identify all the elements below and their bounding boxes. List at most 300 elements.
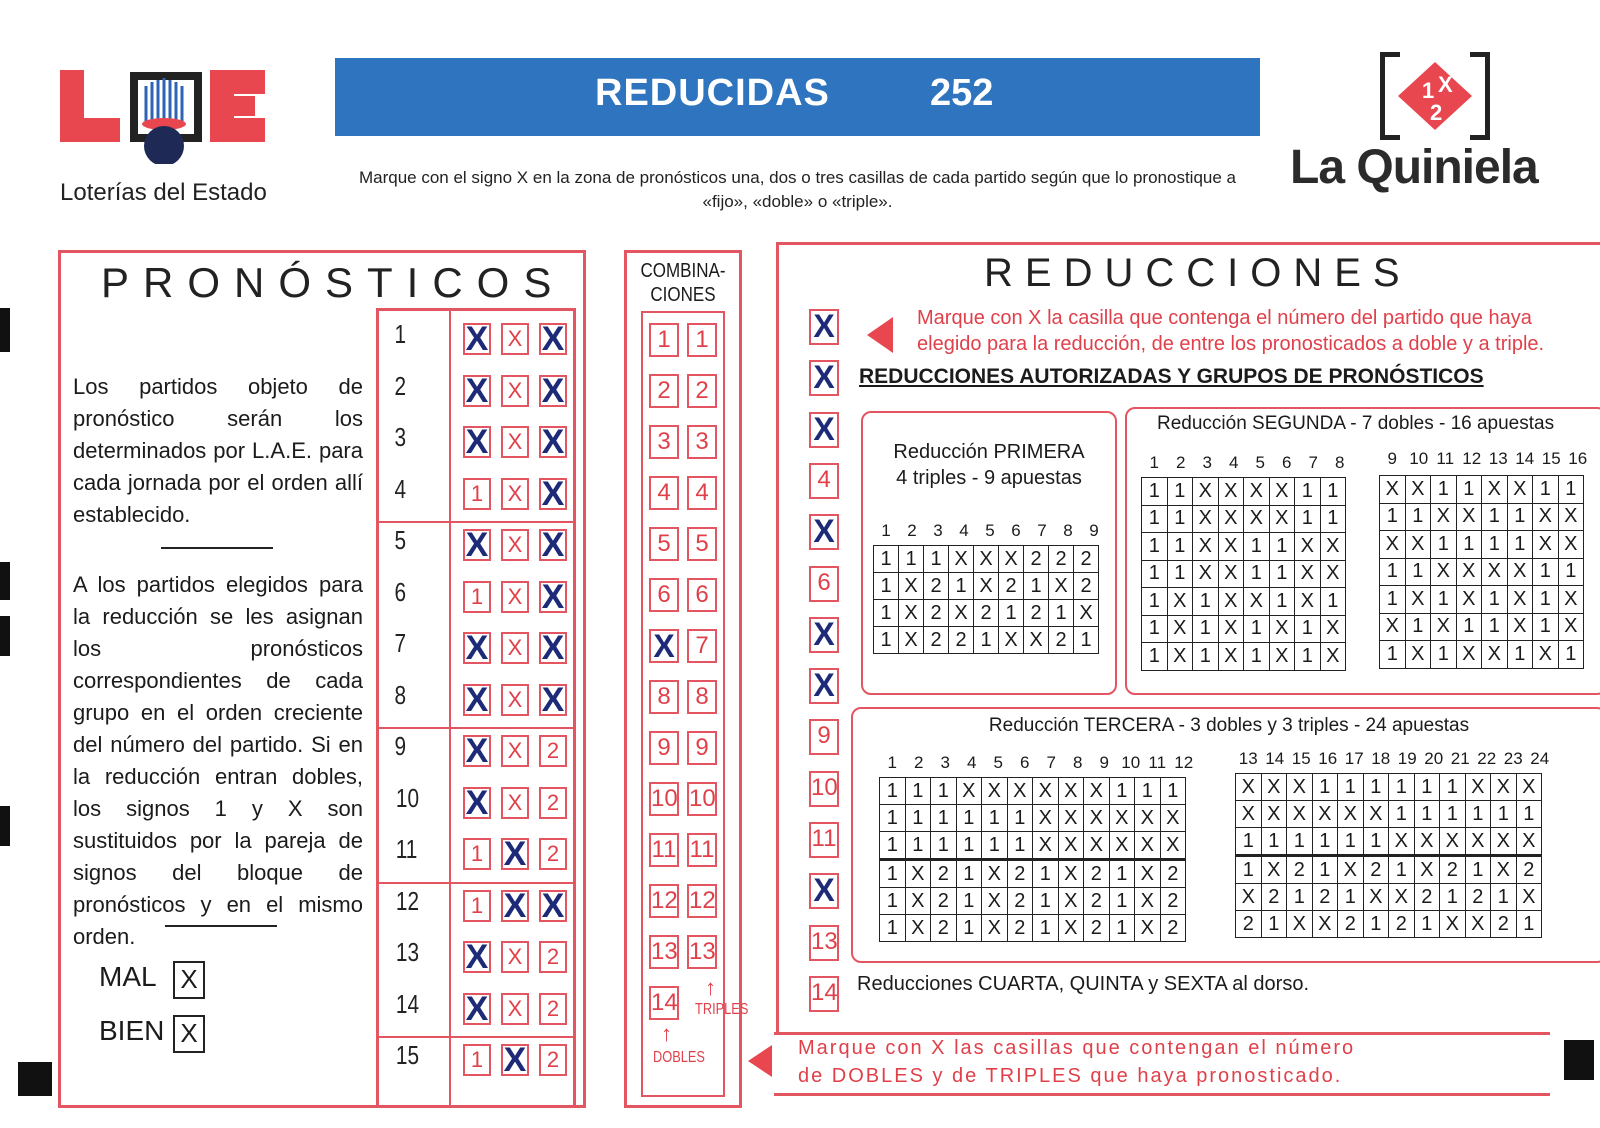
- match-number: 4: [394, 473, 407, 504]
- reduction-cell: 1: [982, 805, 1008, 832]
- reducciones-arrow-icon: [867, 317, 893, 353]
- primera-title-1: Reducción PRIMERA: [893, 441, 1085, 463]
- column-number: 5: [1255, 453, 1265, 472]
- reduction-cell: 1: [1465, 856, 1491, 884]
- quiniela-icon-2: 2: [1430, 100, 1443, 125]
- quiniela-logo-text: La Quiniela: [1290, 141, 1538, 194]
- reduction-cell: X: [1236, 801, 1262, 828]
- reduction-cell: 2: [931, 915, 957, 942]
- column-number: 8: [1063, 521, 1073, 540]
- combo-doubles-box[interactable]: 10: [649, 782, 679, 816]
- reduction-cell: 1: [1193, 643, 1219, 671]
- bottom-arrow-icon: [748, 1045, 772, 1077]
- primera-title: [863, 439, 1115, 491]
- prediction-cell[interactable]: X: [539, 426, 567, 458]
- combo-triples-box[interactable]: 8: [687, 680, 717, 714]
- quiniela-icon-x: X: [1438, 72, 1453, 97]
- reduction-cell: 1: [1533, 613, 1559, 641]
- reduction-cell: 1: [1193, 615, 1219, 643]
- reduction-cell: 1: [1516, 911, 1542, 938]
- combo-doubles-box[interactable]: 12: [649, 884, 679, 918]
- reduction-cell: 1: [949, 573, 974, 600]
- reduction-cell: X: [1533, 641, 1559, 669]
- reduction-cell: X: [905, 888, 931, 915]
- reduction-cell: 1: [880, 860, 906, 888]
- combo-doubles-box[interactable]: 8: [649, 680, 679, 714]
- divider-2: [165, 925, 277, 927]
- reduction-cell: X: [1338, 801, 1364, 828]
- reduction-match-box[interactable]: X: [809, 514, 839, 550]
- prediction-cell[interactable]: X: [463, 787, 491, 819]
- reduction-cell: X: [1431, 613, 1457, 641]
- reduction-cell: 1: [1269, 588, 1295, 616]
- combo-triples-box[interactable]: 7: [687, 629, 717, 663]
- prediction-cell[interactable]: X: [501, 993, 529, 1025]
- reduction-cell: 2: [1363, 856, 1389, 884]
- instructions-line2: «fijo», «doble» o «triple».: [702, 192, 893, 211]
- column-number: 4: [967, 753, 977, 772]
- reduction-cell: X: [1135, 805, 1161, 832]
- reduction-match-box[interactable]: X: [809, 668, 839, 704]
- banner-number: 252: [930, 72, 994, 114]
- group-divider: [379, 882, 573, 884]
- reduction-row: [880, 888, 1186, 915]
- reduction-cell: 1: [1456, 476, 1482, 504]
- column-number: 3: [940, 753, 950, 772]
- reduction-cell: X: [999, 546, 1024, 573]
- reduction-row: [1380, 586, 1584, 614]
- reduction-cell: 1: [1142, 533, 1168, 561]
- reduction-match-box[interactable]: X: [809, 360, 839, 396]
- reduction-cell: 1: [1491, 884, 1517, 911]
- reduction-row: [1142, 560, 1346, 588]
- combo-triples-box[interactable]: 9: [687, 731, 717, 765]
- reduction-cell: X: [1074, 600, 1099, 627]
- group-divider: [379, 727, 573, 729]
- reduction-cell: 1: [1465, 801, 1491, 828]
- combo-doubles-box[interactable]: 9: [649, 731, 679, 765]
- reduction-match-box[interactable]: X: [809, 309, 839, 345]
- reduction-cell: X: [1414, 828, 1440, 856]
- reduction-cell: X: [1135, 860, 1161, 888]
- segunda-table-a: [1141, 477, 1346, 671]
- timing-mark: [0, 806, 10, 846]
- prediction-grid: [376, 308, 576, 1108]
- reduction-cell: 1: [924, 546, 949, 573]
- reduction-cell: 1: [1320, 478, 1346, 506]
- prediction-cell[interactable]: X: [539, 684, 567, 716]
- reduction-cell: 2: [1049, 546, 1074, 573]
- dobles-label: DOBLES: [653, 1049, 705, 1066]
- reduction-match-box[interactable]: 10: [809, 771, 839, 807]
- combinaciones-panel: [624, 250, 749, 1108]
- combo-triples-box[interactable]: 5: [687, 527, 717, 561]
- reduction-cell: 1: [974, 627, 999, 654]
- column-number: 5: [993, 753, 1003, 772]
- reduction-cell: 2: [974, 600, 999, 627]
- prediction-cell[interactable]: X: [539, 632, 567, 664]
- segunda-col-headers-a: [1141, 453, 1353, 473]
- column-number: 1: [1149, 453, 1159, 472]
- reduction-cell: 1: [1244, 533, 1270, 561]
- reduction-cell: 2: [931, 860, 957, 888]
- reduction-cell: 1: [1167, 478, 1193, 506]
- reduction-cell: X: [974, 546, 999, 573]
- reduction-cell: X: [949, 546, 974, 573]
- reduction-cell: X: [1363, 884, 1389, 911]
- reduction-cell: 1: [931, 778, 957, 805]
- column-number: 1: [887, 753, 897, 772]
- reduction-cell: 1: [1533, 476, 1559, 504]
- reduction-cell: X: [1160, 805, 1186, 832]
- prediction-cell[interactable]: X: [463, 375, 491, 407]
- reduction-cell: 2: [1312, 884, 1338, 911]
- dorso-note: Reducciones CUARTA, QUINTA y SEXTA al dorso.: [857, 973, 1310, 995]
- prediction-cell[interactable]: 2: [539, 1044, 567, 1076]
- lae-logo-mark: [60, 64, 270, 164]
- prediction-cell[interactable]: X: [463, 941, 491, 973]
- reduction-cell: 1: [1507, 641, 1533, 669]
- prediction-cell[interactable]: X: [501, 478, 529, 510]
- reduction-cell: 2: [1160, 888, 1186, 915]
- combo-triples-box[interactable]: 13: [687, 935, 717, 969]
- combo-doubles-box[interactable]: X: [649, 629, 679, 663]
- reduction-match-box[interactable]: 6: [809, 566, 839, 602]
- bien-checkbox[interactable]: X: [173, 1015, 205, 1053]
- combo-doubles-box[interactable]: 3: [649, 425, 679, 459]
- reduction-cell: 1: [1312, 774, 1338, 801]
- reduction-cell: X: [1440, 911, 1466, 938]
- reduction-cell: 1: [1405, 503, 1431, 531]
- reduction-cell: 2: [1160, 915, 1186, 942]
- reduction-cell: 1: [1244, 615, 1270, 643]
- column-number: 3: [933, 521, 943, 540]
- prediction-cell[interactable]: 1: [463, 838, 491, 870]
- reduction-cell: 1: [1269, 533, 1295, 561]
- reduction-cell: X: [1193, 560, 1219, 588]
- prediction-cell[interactable]: 2: [539, 993, 567, 1025]
- column-number: 21: [1450, 749, 1470, 768]
- prediction-cell[interactable]: X: [501, 1044, 529, 1076]
- column-number: 16: [1318, 749, 1338, 768]
- reduction-cell: X: [1516, 774, 1542, 801]
- reduction-cell: X: [982, 860, 1008, 888]
- reduction-cell: 1: [1507, 531, 1533, 559]
- reduction-cell: 2: [924, 573, 949, 600]
- match-number: 12: [395, 885, 420, 916]
- prediction-cell[interactable]: 1: [463, 1044, 491, 1076]
- corner-mark: [18, 1062, 52, 1096]
- combinaciones-title: [635, 259, 730, 307]
- prediction-cell[interactable]: X: [539, 529, 567, 561]
- reduction-row: [1142, 615, 1346, 643]
- reduction-cell: X: [1167, 588, 1193, 616]
- reduction-row: [1380, 641, 1584, 669]
- reduction-cell: 1: [1380, 586, 1406, 614]
- reduction-cell: 1: [1287, 884, 1313, 911]
- combo-doubles-box[interactable]: 14: [649, 986, 679, 1020]
- reduction-cell: X: [1024, 627, 1049, 654]
- prediction-cell[interactable]: X: [501, 787, 529, 819]
- column-number: 9: [1099, 753, 1109, 772]
- prediction-cell[interactable]: 1: [463, 478, 491, 510]
- segunda-col-headers-b: [1379, 449, 1591, 469]
- reduction-cell: X: [1058, 778, 1084, 805]
- reduction-cell: X: [1236, 884, 1262, 911]
- reduction-row: [1380, 558, 1584, 586]
- reduction-cell: X: [1507, 476, 1533, 504]
- reduction-match-box[interactable]: X: [809, 412, 839, 448]
- reduction-row: [874, 573, 1099, 600]
- reduction-cell: X: [1320, 643, 1346, 671]
- reduction-cell: 2: [1084, 860, 1110, 888]
- reduction-cell: 1: [956, 915, 982, 942]
- column-number: 16: [1568, 449, 1588, 468]
- prediction-cell[interactable]: X: [501, 632, 529, 664]
- prediction-cell[interactable]: 2: [539, 787, 567, 819]
- reduction-cell: 1: [1049, 600, 1074, 627]
- reduction-cell: 1: [874, 600, 899, 627]
- bottom-instruction-2: de DOBLES y de TRIPLES que haya pronosticado.: [798, 1065, 1343, 1087]
- reduction-cell: X: [956, 778, 982, 805]
- reduction-cell: X: [1167, 643, 1193, 671]
- pronosticos-title: PRONÓSTICOS: [101, 259, 566, 306]
- reduction-cell: X: [1507, 558, 1533, 586]
- reduction-cell: 1: [1142, 588, 1168, 616]
- match-number: 15: [395, 1040, 420, 1070]
- reduction-cell: X: [1269, 505, 1295, 533]
- reduction-cell: 2: [1236, 911, 1262, 938]
- reduction-row: [1236, 884, 1542, 911]
- pronosticos-paragraph-1: Los partidos objeto de pronóstico serán los determinados por L.A.E. para cada jornada por el orden allí establecido.: [73, 374, 363, 527]
- reduction-cell: X: [1380, 476, 1406, 504]
- prediction-cell[interactable]: X: [463, 529, 491, 561]
- lae-logo: [60, 64, 270, 214]
- reduction-cell: 1: [880, 888, 906, 915]
- combo-doubles-box[interactable]: 13: [649, 935, 679, 969]
- combo-triples-box[interactable]: 11: [687, 833, 717, 867]
- reduction-cell: X: [1405, 531, 1431, 559]
- reduction-cell: 2: [1160, 860, 1186, 888]
- prediction-cell[interactable]: X: [501, 323, 529, 355]
- reduction-cell: 1: [1269, 560, 1295, 588]
- reduction-row: [874, 546, 1099, 573]
- reduction-cell: 1: [1482, 531, 1508, 559]
- prediction-cell[interactable]: X: [539, 581, 567, 613]
- match-number: 2: [394, 370, 407, 401]
- prediction-cell[interactable]: X: [463, 735, 491, 767]
- prediction-cell[interactable]: X: [501, 684, 529, 716]
- reduction-cell: 1: [905, 805, 931, 832]
- reduction-match-box[interactable]: 13: [809, 925, 839, 961]
- prediction-cell[interactable]: 1: [463, 890, 491, 922]
- reduction-row: [1142, 478, 1346, 506]
- prediction-cell[interactable]: X: [539, 890, 567, 922]
- combo-doubles-box[interactable]: 2: [649, 374, 679, 408]
- reduction-cell: 1: [1109, 860, 1135, 888]
- reduction-cell: X: [1465, 911, 1491, 938]
- reduction-cell: X: [1491, 856, 1517, 884]
- reduction-cell: X: [1558, 586, 1584, 614]
- reduction-cell: X: [1167, 615, 1193, 643]
- reduction-cell: X: [1269, 643, 1295, 671]
- combo-triples-box[interactable]: 10: [687, 782, 717, 816]
- reduction-cell: X: [1558, 613, 1584, 641]
- prediction-cell[interactable]: X: [501, 838, 529, 870]
- prediction-cell[interactable]: X: [501, 529, 529, 561]
- reduction-cell: X: [1058, 805, 1084, 832]
- prediction-cell[interactable]: 1: [463, 581, 491, 613]
- reduction-cell: X: [1482, 641, 1508, 669]
- reduction-cell: X: [905, 915, 931, 942]
- reduction-cell: X: [1482, 558, 1508, 586]
- reduction-match-box[interactable]: 11: [809, 822, 839, 858]
- reduction-cell: X: [1431, 558, 1457, 586]
- reduction-cell: 1: [1414, 911, 1440, 938]
- primera-col-headers: [873, 521, 1107, 541]
- reduction-cell: X: [1516, 828, 1542, 856]
- tercera-table-a: [879, 777, 1186, 942]
- tercera-col-headers-b: [1235, 749, 1553, 769]
- combo-triples-box[interactable]: 3: [687, 425, 717, 459]
- prediction-cell[interactable]: 2: [539, 838, 567, 870]
- prediction-cell[interactable]: X: [501, 375, 529, 407]
- column-number: 12: [1462, 449, 1482, 468]
- reduction-match-box[interactable]: 14: [809, 976, 839, 1012]
- match-number: 11: [395, 834, 418, 864]
- reduccion-tercera: [851, 707, 1600, 963]
- reduction-cell: 1: [1440, 801, 1466, 828]
- reduction-match-box[interactable]: 9: [809, 719, 839, 755]
- timing-mark: [0, 562, 10, 600]
- prediction-cell[interactable]: X: [463, 426, 491, 458]
- reduction-cell: 2: [1074, 573, 1099, 600]
- reduction-cell: X: [1236, 774, 1262, 801]
- reduction-cell: X: [1269, 478, 1295, 506]
- reduction-match-box[interactable]: X: [809, 617, 839, 653]
- title-banner: [335, 58, 1260, 136]
- reduction-match-box[interactable]: 4: [809, 463, 839, 499]
- column-number: 6: [1020, 753, 1030, 772]
- combo-doubles-box[interactable]: 4: [649, 476, 679, 510]
- reduction-row: [1142, 588, 1346, 616]
- column-number: 18: [1371, 749, 1391, 768]
- reduction-cell: X: [1389, 828, 1415, 856]
- reduction-cell: 1: [899, 546, 924, 573]
- prediction-cell[interactable]: 2: [539, 735, 567, 767]
- combo-doubles-box[interactable]: 6: [649, 578, 679, 612]
- banner-title: REDUCIDAS: [595, 72, 830, 114]
- match-number: 10: [395, 782, 420, 813]
- combo-triples-box[interactable]: 4: [687, 476, 717, 510]
- combo-triples-box[interactable]: 1: [687, 323, 717, 357]
- reduction-cell: 1: [1389, 774, 1415, 801]
- prediction-cell[interactable]: X: [501, 890, 529, 922]
- prediction-cell[interactable]: X: [539, 375, 567, 407]
- reduction-cell: 1: [1320, 505, 1346, 533]
- prediction-cell[interactable]: X: [463, 323, 491, 355]
- column-number: 7: [1046, 753, 1056, 772]
- timing-mark: [0, 308, 10, 352]
- prediction-cell[interactable]: X: [501, 735, 529, 767]
- reduction-cell: 1: [982, 832, 1008, 860]
- column-number: 23: [1503, 749, 1523, 768]
- reduction-cell: 1: [1405, 558, 1431, 586]
- corner-mark: [1564, 1040, 1594, 1080]
- reduction-cell: 2: [1491, 911, 1517, 938]
- prediction-cell[interactable]: X: [501, 426, 529, 458]
- combo-doubles-box[interactable]: 1: [649, 323, 679, 357]
- reduction-cell: X: [949, 600, 974, 627]
- quiniela-logo: [1290, 52, 1590, 202]
- column-number: 2: [914, 753, 924, 772]
- reduccion-segunda: [1125, 407, 1600, 695]
- reduction-cell: X: [1405, 586, 1431, 614]
- reduction-row: [1380, 476, 1584, 504]
- reduction-cell: 1: [1167, 505, 1193, 533]
- reduction-cell: 1: [1033, 915, 1059, 942]
- reduction-cell: 1: [1193, 588, 1219, 616]
- group-divider: [379, 521, 573, 523]
- reduction-cell: 1: [1244, 560, 1270, 588]
- reduction-row: [874, 600, 1099, 627]
- combinaciones-title-2: CIONES: [650, 284, 716, 306]
- reduction-cell: 1: [1533, 586, 1559, 614]
- prediction-cell[interactable]: X: [501, 941, 529, 973]
- reduction-cell: 1: [905, 832, 931, 860]
- reduction-cell: X: [1456, 503, 1482, 531]
- prediction-cell[interactable]: X: [501, 581, 529, 613]
- triples-label: TRIPLES: [695, 1001, 749, 1018]
- reduction-cell: 1: [1440, 774, 1466, 801]
- reduction-cell: 1: [1142, 560, 1168, 588]
- reduction-cell: 1: [1389, 801, 1415, 828]
- prediction-cell[interactable]: X: [463, 684, 491, 716]
- prediction-cell[interactable]: X: [539, 478, 567, 510]
- reducciones-title: REDUCCIONES: [984, 251, 1412, 295]
- reduction-cell: 1: [1007, 805, 1033, 832]
- reduction-cell: 2: [1516, 856, 1542, 884]
- reduccion-primera: [861, 411, 1117, 695]
- prediction-cell[interactable]: 2: [539, 941, 567, 973]
- combo-triples-box[interactable]: 2: [687, 374, 717, 408]
- combo-doubles-box[interactable]: 11: [649, 833, 679, 867]
- combo-doubles-box[interactable]: 5: [649, 527, 679, 561]
- reduction-cell: X: [1533, 531, 1559, 559]
- reduction-cell: 1: [1142, 505, 1168, 533]
- reduction-cell: 1: [1167, 533, 1193, 561]
- column-number: 3: [1202, 453, 1212, 472]
- side-boxes: [809, 309, 843, 1069]
- prediction-cell[interactable]: X: [463, 632, 491, 664]
- reduction-cell: X: [1007, 778, 1033, 805]
- combo-triples-box[interactable]: 12: [687, 884, 717, 918]
- reduction-cell: X: [1380, 613, 1406, 641]
- column-number: 2: [907, 521, 917, 540]
- reduction-cell: 1: [1007, 832, 1033, 860]
- mal-checkbox[interactable]: X: [173, 961, 205, 999]
- segunda-title: Reducción SEGUNDA - 7 dobles - 16 apuestas: [1157, 413, 1555, 434]
- reduction-match-box[interactable]: X: [809, 873, 839, 909]
- reduction-row: [874, 627, 1099, 654]
- reduction-cell: X: [1465, 774, 1491, 801]
- prediction-cell[interactable]: X: [463, 993, 491, 1025]
- combo-triples-box[interactable]: 6: [687, 578, 717, 612]
- reduction-cell: 1: [1363, 911, 1389, 938]
- reduction-cell: X: [1261, 856, 1287, 884]
- prediction-cell[interactable]: X: [539, 323, 567, 355]
- reduction-cell: 1: [956, 860, 982, 888]
